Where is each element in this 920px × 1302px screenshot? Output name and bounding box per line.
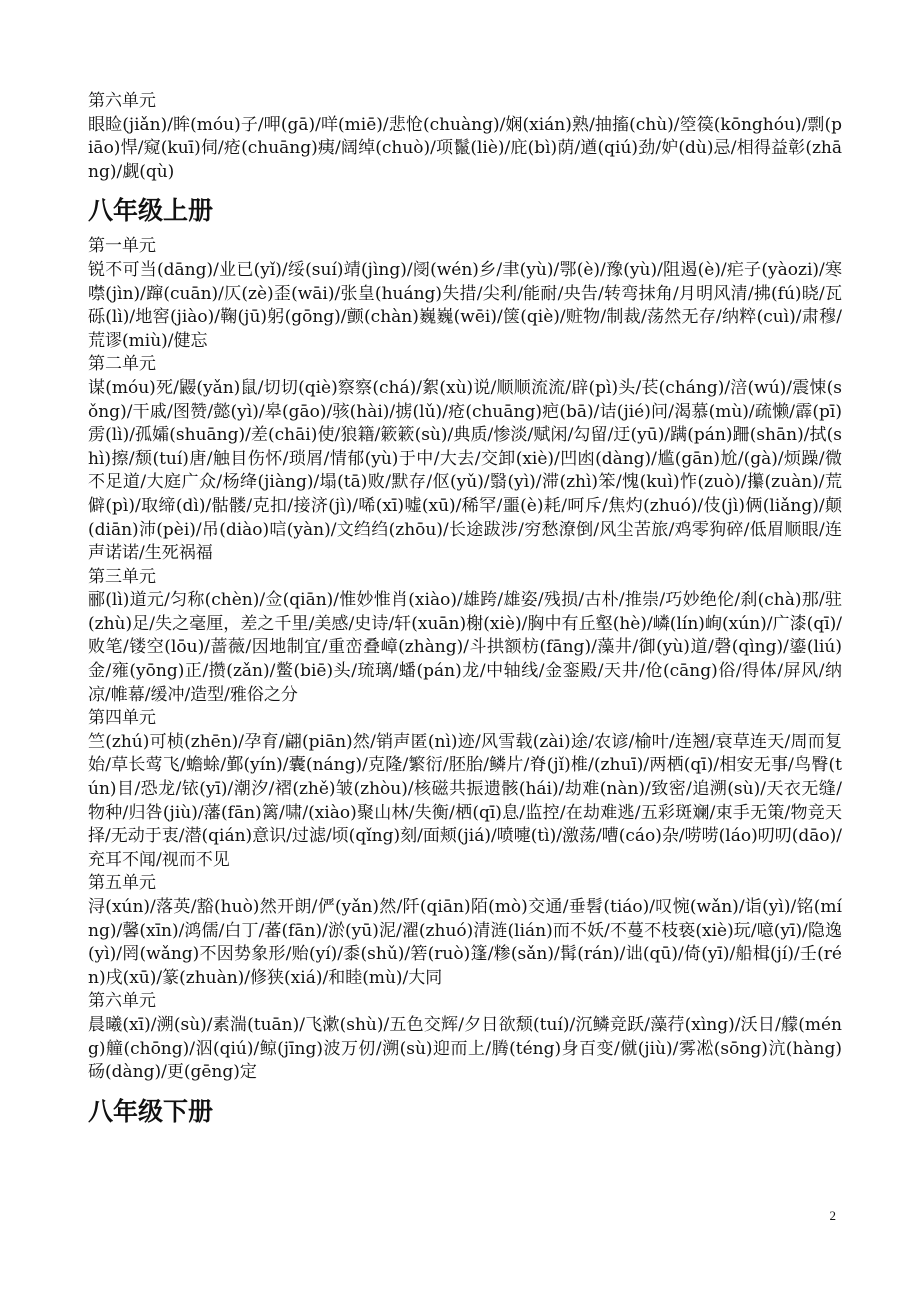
vocabulary-text: 锐不可当(dāng)/业已(yǐ)/绥(suí)靖(jìng)/阌(wén)乡/聿(yù)/鄂(è)/豫(yù)/阻遏(è)/疟子(yàozi)/寒噤(jìn)/蹿(cuān)/仄(zè)歪(wāi)/张皇(huáng)失措/尖利/能耐/央告/转弯抹角/月明风清/拂(fú)晓/瓦砾(lì)/地窖(jiào)/鞠(jū)躬(gōng)/颤(chàn)巍巍(wēi)/箧(qiè)/赃物/制裁/荡然无存/纳粹(cuì)/肃穆/荒谬(miù)/健忘	[88, 259, 842, 351]
unit-title: 第一单元	[88, 236, 156, 257]
grade-heading: 八年级上册	[88, 196, 214, 226]
section-grade8-second	[88, 1097, 842, 1127]
vocabulary-text: 谋(móu)死/鼹(yǎn)鼠/切切(qiè)察察(chá)/絮(xù)说/顺顺流流/辟(pì)头/苌(cháng)/涪(wú)/震悚(sǒng)/干戚/图赞/懿(yì)/皋(gāo)/骇(hài)/掳(lǔ)/疮(chuāng)疤(bā)/诘(jié)问/渴慕(mù)/疏懒/霹(pī)雳(lì)/孤孀(shuāng)/差(chāi)使/狼籍/簌簌(sù)/典质/惨淡/赋闲/勾留/迂(yū)/蹒(pán)跚(shān)/拭(shì)擦/颓(tuí)唐/触目伤怀/琐屑/情郁(yù)于中/大去/交卸(xiè)/凹凼(dàng)/尴(gān)尬/(gà)/烦躁/微不足道/大庭广众/杨绛(jiàng)/塌(tā)败/默存/伛(yǔ)/翳(yì)/滞(zhì)笨/愧(kuì)怍(zuò)/攥(zuàn)/荒僻(pì)/取缔(dì)/骷髅/克扣/接济(jì)/唏(xī)嘘(xū)/稀罕/噩(è)耗/呵斥/焦灼(zhuó)/伎(jì)俩(liǎng)/颠(diān)沛(pèi)/吊(diào)唁(yàn)/文绉绉(zhōu)/长途跋涉/穷愁潦倒/风尘苦旅/鸡零狗碎/低眉顺眼/连声诺诺/生死祸福	[88, 377, 842, 564]
unit-title: 第五单元	[88, 873, 156, 894]
unit-title: 第二单元	[88, 354, 156, 375]
section-grade7-continued	[88, 90, 842, 184]
unit-title: 第六单元	[88, 991, 156, 1012]
page-number: 2	[829, 1208, 836, 1223]
vocabulary-text: 晨曦(xī)/溯(sù)/素湍(tuān)/飞漱(shù)/五色交辉/夕日欲颓(tuí)/沉鳞竞跃/藻荇(xìng)/沃日/艨(méng)艟(chōng)/泅(qiú)/鲸(jīng)波万仞/溯(sù)迎而上/腾(téng)身百变/僦(jiù)/雾凇(sōng)沆(hàng)砀(dàng)/更(gēng)定	[88, 1014, 842, 1083]
grade-heading: 八年级下册	[88, 1096, 214, 1126]
section-grade8-first	[88, 196, 842, 1084]
vocabulary-text: 郦(lì)道元/匀称(chèn)/佥(qiān)/惟妙惟肖(xiào)/雄跨/雄姿/残损/古朴/推崇/巧妙绝伦/刹(chà)那/驻(zhù)足/失之毫厘，差之千里/美感/史诗/轩(xuān)榭(xiè)/胸中有丘壑(hè)/嶙(lín)峋(xún)/广漆(qī)/败笔/镂空(lōu)/蔷薇/因地制宜/重峦叠嶂(zhàng)/斗拱额枋(fāng)/藻井/御(yù)道/磬(qìng)/鎏(liú)金/雍(yōng)正/攒(zǎn)/鳖(biē)头/琉璃/蟠(pán)龙/中轴线/金銮殿/天井/伧(cāng)俗/得体/屏风/纳凉/帷幕/缓冲/造型/雅俗之分	[88, 590, 842, 705]
unit-title: 第三单元	[88, 566, 156, 587]
vocabulary-text: 眼睑(jiǎn)/眸(móu)子/呷(gā)/咩(miē)/悲怆(chuàng)/娴(xián)熟/抽搐(chù)/箜篌(kōnghóu)/剽(piāo)悍/窥(kuī)伺/疮(chuāng)痍/阔绰(chuò)/项鬣(liè)/庇(bì)荫/遒(qiú)劲/妒(dù)忌/相得益彰(zhāng)/觑(qù)	[88, 114, 842, 182]
unit-title: 第四单元	[88, 708, 156, 729]
vocabulary-text: 浔(xún)/落英/豁(huò)然开朗/俨(yǎn)然/阡(qiān)陌(mò)交通/垂髫(tiáo)/叹惋(wǎn)/诣(yì)/铭(míng)/馨(xīn)/鸿儒/白丁/蕃(fān)/淤(yū)泥/濯(zhuó)清涟(lián)而不妖/不蔓不枝亵(xiè)玩/噫(yī)/隐逸(yì)/罔(wǎng)不因势象形/贻(yí)/黍(shǔ)/箬(ruò)篷/糁(sǎn)/髯(rán)/诎(qū)/倚(yī)/船楫(jí)/壬(rén)戌(xū)/篆(zhuàn)/修狭(xiá)/和睦(mù)/大同	[88, 897, 842, 988]
vocabulary-text: 竺(zhú)可桢(zhēn)/孕育/翩(piān)然/销声匿(nì)迹/风雪载(zài)途/农谚/榆叶/连翘/衰草连天/周而复始/草长莺飞/蟾蜍/鄞(yín)/囊(náng)/克隆/繁衍/胚胎/鳞片/脊(jǐ)椎/(zhuī)/两栖(qī)/相安无事/鸟臀(tún)目/恐龙/铱(yī)/潮汐/褶(zhě)皱(zhòu)/核磁共振遗骸(hái)/劫难(nàn)/致密/追溯(sù)/天衣无缝/物种/归咎(jiù)/藩(fān)篱/啸/(xiào)聚山林/失衡/栖(qī)息/监控/在劫难逃/五彩斑斓/束手无策/物竞天择/无动于衷/潜(qián)意识/过滤/顷(qǐng)刻/面颊(jiá)/喷嚏(tì)/激荡/嘈(cáo)杂/唠唠(láo)叨叨(dāo)/充耳不闻/视而不见	[88, 731, 842, 870]
unit-title: 第六单元	[88, 91, 156, 111]
